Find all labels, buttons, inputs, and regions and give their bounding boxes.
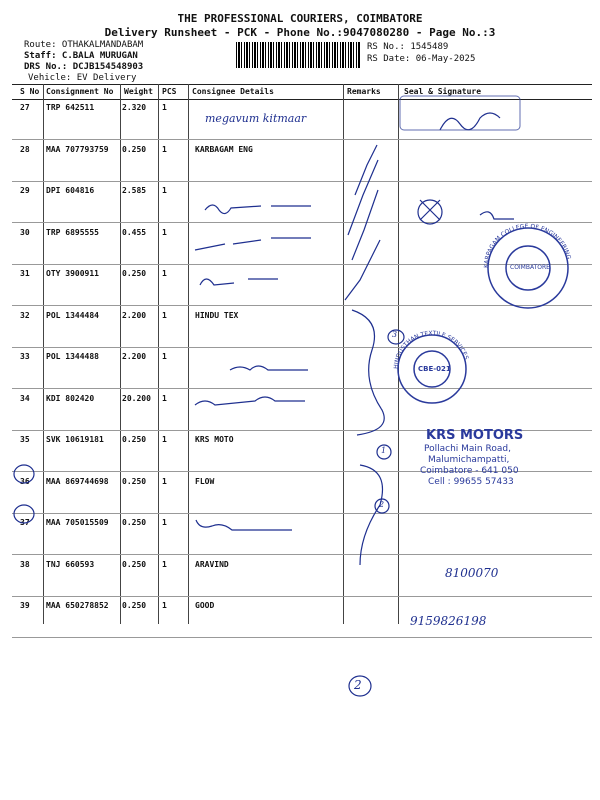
row-consignment: DPI 604816 — [46, 186, 95, 195]
row-weight: 0.455 — [122, 227, 147, 237]
circled-number: 3 — [392, 330, 398, 339]
signature-scribble — [195, 397, 305, 405]
staff-label: Staff: C.BALA MURUGAN — [24, 51, 138, 61]
row-weight: 0.250 — [122, 476, 147, 486]
rs-date: RS Date: 06-May-2025 — [367, 54, 476, 64]
krs-stamp-address: Pollachi Main Road, — [424, 444, 511, 454]
row-pcs: 1 — [162, 103, 167, 112]
row-consignee: HINDU TEX — [195, 310, 239, 320]
row-sno: 38 — [20, 559, 30, 569]
row-pcs: 1 — [162, 518, 167, 527]
handwritten-phone: 8100070 — [445, 566, 499, 580]
circle-mark — [14, 505, 34, 523]
hindusthan-stamp-center: CBE-021 — [418, 365, 451, 373]
karpagam-ring-text: KARPAGAM COLLEGE OF ENGINEERING — [482, 222, 573, 269]
row-weight: 0.250 — [122, 601, 147, 610]
circled-number: 2 — [379, 500, 385, 509]
row-consignee: ARAVIND — [195, 559, 229, 569]
row-consignee: GOOD — [195, 601, 215, 610]
row-pcs: 1 — [162, 601, 167, 610]
row-consignment: MAA 650278852 — [46, 601, 109, 610]
row-sno: 36 — [20, 476, 30, 486]
row-sno: 33 — [20, 352, 30, 361]
row-consignee: FLOW — [195, 476, 215, 486]
row-pcs: 1 — [162, 352, 167, 361]
col-seal: Seal & Signature — [404, 87, 482, 96]
row-weight: 0.250 — [122, 435, 147, 444]
row-pcs: 1 — [162, 476, 167, 486]
row-sno: 31 — [20, 269, 30, 278]
row-pcs: 1 — [162, 310, 167, 320]
circled-number: 2 — [354, 678, 362, 692]
krs-stamp-address: Malumichampatti, — [428, 455, 510, 465]
col-consignee: Consignee Details — [192, 87, 274, 96]
row-pcs: 1 — [162, 186, 167, 195]
circle-mark — [418, 200, 442, 224]
col-remarks: Remarks — [347, 87, 381, 96]
rs-number: RS No.: 1545489 — [367, 42, 449, 52]
row-weight: 2.200 — [122, 310, 147, 320]
row-sno: 28 — [20, 144, 30, 154]
signature-scribble — [480, 212, 514, 219]
row-weight: 2.200 — [122, 352, 147, 361]
row-weight: 0.250 — [122, 559, 147, 569]
row-consignee: KARBAGAM ENG — [195, 144, 253, 154]
row-pcs: 1 — [162, 559, 167, 569]
krs-stamp-name: KRS MOTORS — [426, 428, 524, 443]
tick-mark — [352, 190, 378, 260]
row-consignment: SVK 10619181 — [46, 435, 104, 444]
row-sno: 27 — [20, 103, 30, 112]
row-sno: 30 — [20, 227, 30, 237]
row-pcs: 1 — [162, 144, 167, 154]
row-consignment: TNJ 660593 — [46, 559, 95, 569]
krs-stamp-cell: Cell : 99655 57433 — [428, 477, 514, 487]
row-consignment: TRP 642511 — [46, 103, 95, 112]
row-consignment: POL 1344484 — [46, 310, 99, 320]
route-label: Route: OTHAKALMANDABAM — [24, 40, 144, 50]
row-consignment: MAA 869744698 — [46, 476, 109, 486]
row-weight: 0.250 — [122, 144, 147, 154]
signature-scribble — [195, 238, 311, 250]
krs-stamp-address: Coimbatore - 641 050 — [420, 466, 519, 476]
karpagam-stamp-center: COIMBATORE — [510, 264, 550, 271]
row-pcs: 1 — [162, 435, 167, 444]
row-consignment: POL 1344488 — [46, 352, 99, 361]
bracket-mark — [352, 310, 384, 435]
row-sno: 29 — [20, 186, 30, 195]
signature-scribble — [440, 113, 500, 130]
col-consignment: Consignment No — [46, 87, 114, 96]
row-weight: 2.320 — [122, 103, 147, 112]
col-sno: S No — [20, 87, 40, 96]
tick-mark — [345, 240, 380, 300]
row-consignment: MAA 707793759 — [46, 144, 109, 154]
row-sno: 39 — [20, 601, 30, 610]
hindusthan-ring-text: HINDUSTHAN TEXTILE SERVICES — [392, 329, 470, 370]
row-sno: 37 — [20, 518, 30, 527]
drs-label: DRS No.: DCJB154548903 — [24, 62, 144, 72]
row-consignment: KDI 802420 — [46, 393, 95, 403]
row-pcs: 1 — [162, 269, 167, 278]
row-consignee: KRS MOTO — [195, 435, 234, 444]
row-consignment: MAA 705015509 — [46, 518, 109, 527]
row-sno: 35 — [20, 435, 30, 444]
col-weight: Weight — [124, 87, 153, 96]
row-weight: 0.250 — [122, 518, 147, 527]
signature-scribble — [200, 279, 278, 285]
bracket-mark — [360, 465, 383, 565]
circle-mark — [14, 465, 34, 483]
vehicle-label: Vehicle: EV Delivery — [28, 73, 137, 83]
runsheet-subtitle: Delivery Runsheet - PCK - Phone No.:9047080280 - Page No.:3 — [104, 26, 496, 39]
circled-number: 1 — [381, 446, 387, 455]
company-title: THE PROFESSIONAL COURIERS, COIMBATORE — [177, 12, 423, 25]
row-sno: 34 — [20, 393, 30, 403]
row-weight: 20.200 — [122, 393, 151, 403]
signature-scribble — [196, 520, 292, 530]
handwritten-name: megavum kitmaar — [205, 112, 307, 125]
row-pcs: 1 — [162, 227, 167, 237]
row-consignment: OTY 3900911 — [46, 269, 99, 278]
tick-mark — [348, 160, 378, 235]
row-consignment: TRP 6895555 — [46, 227, 99, 237]
col-pcs: PCS — [162, 87, 177, 96]
row-pcs: 1 — [162, 393, 167, 403]
signature-scribble — [205, 205, 311, 214]
row-sno: 32 — [20, 310, 30, 320]
row-weight: 2.585 — [122, 186, 147, 195]
handwritten-phone: 9159826198 — [410, 614, 487, 628]
row-weight: 0.250 — [122, 269, 147, 278]
signature-scribble — [230, 366, 308, 370]
